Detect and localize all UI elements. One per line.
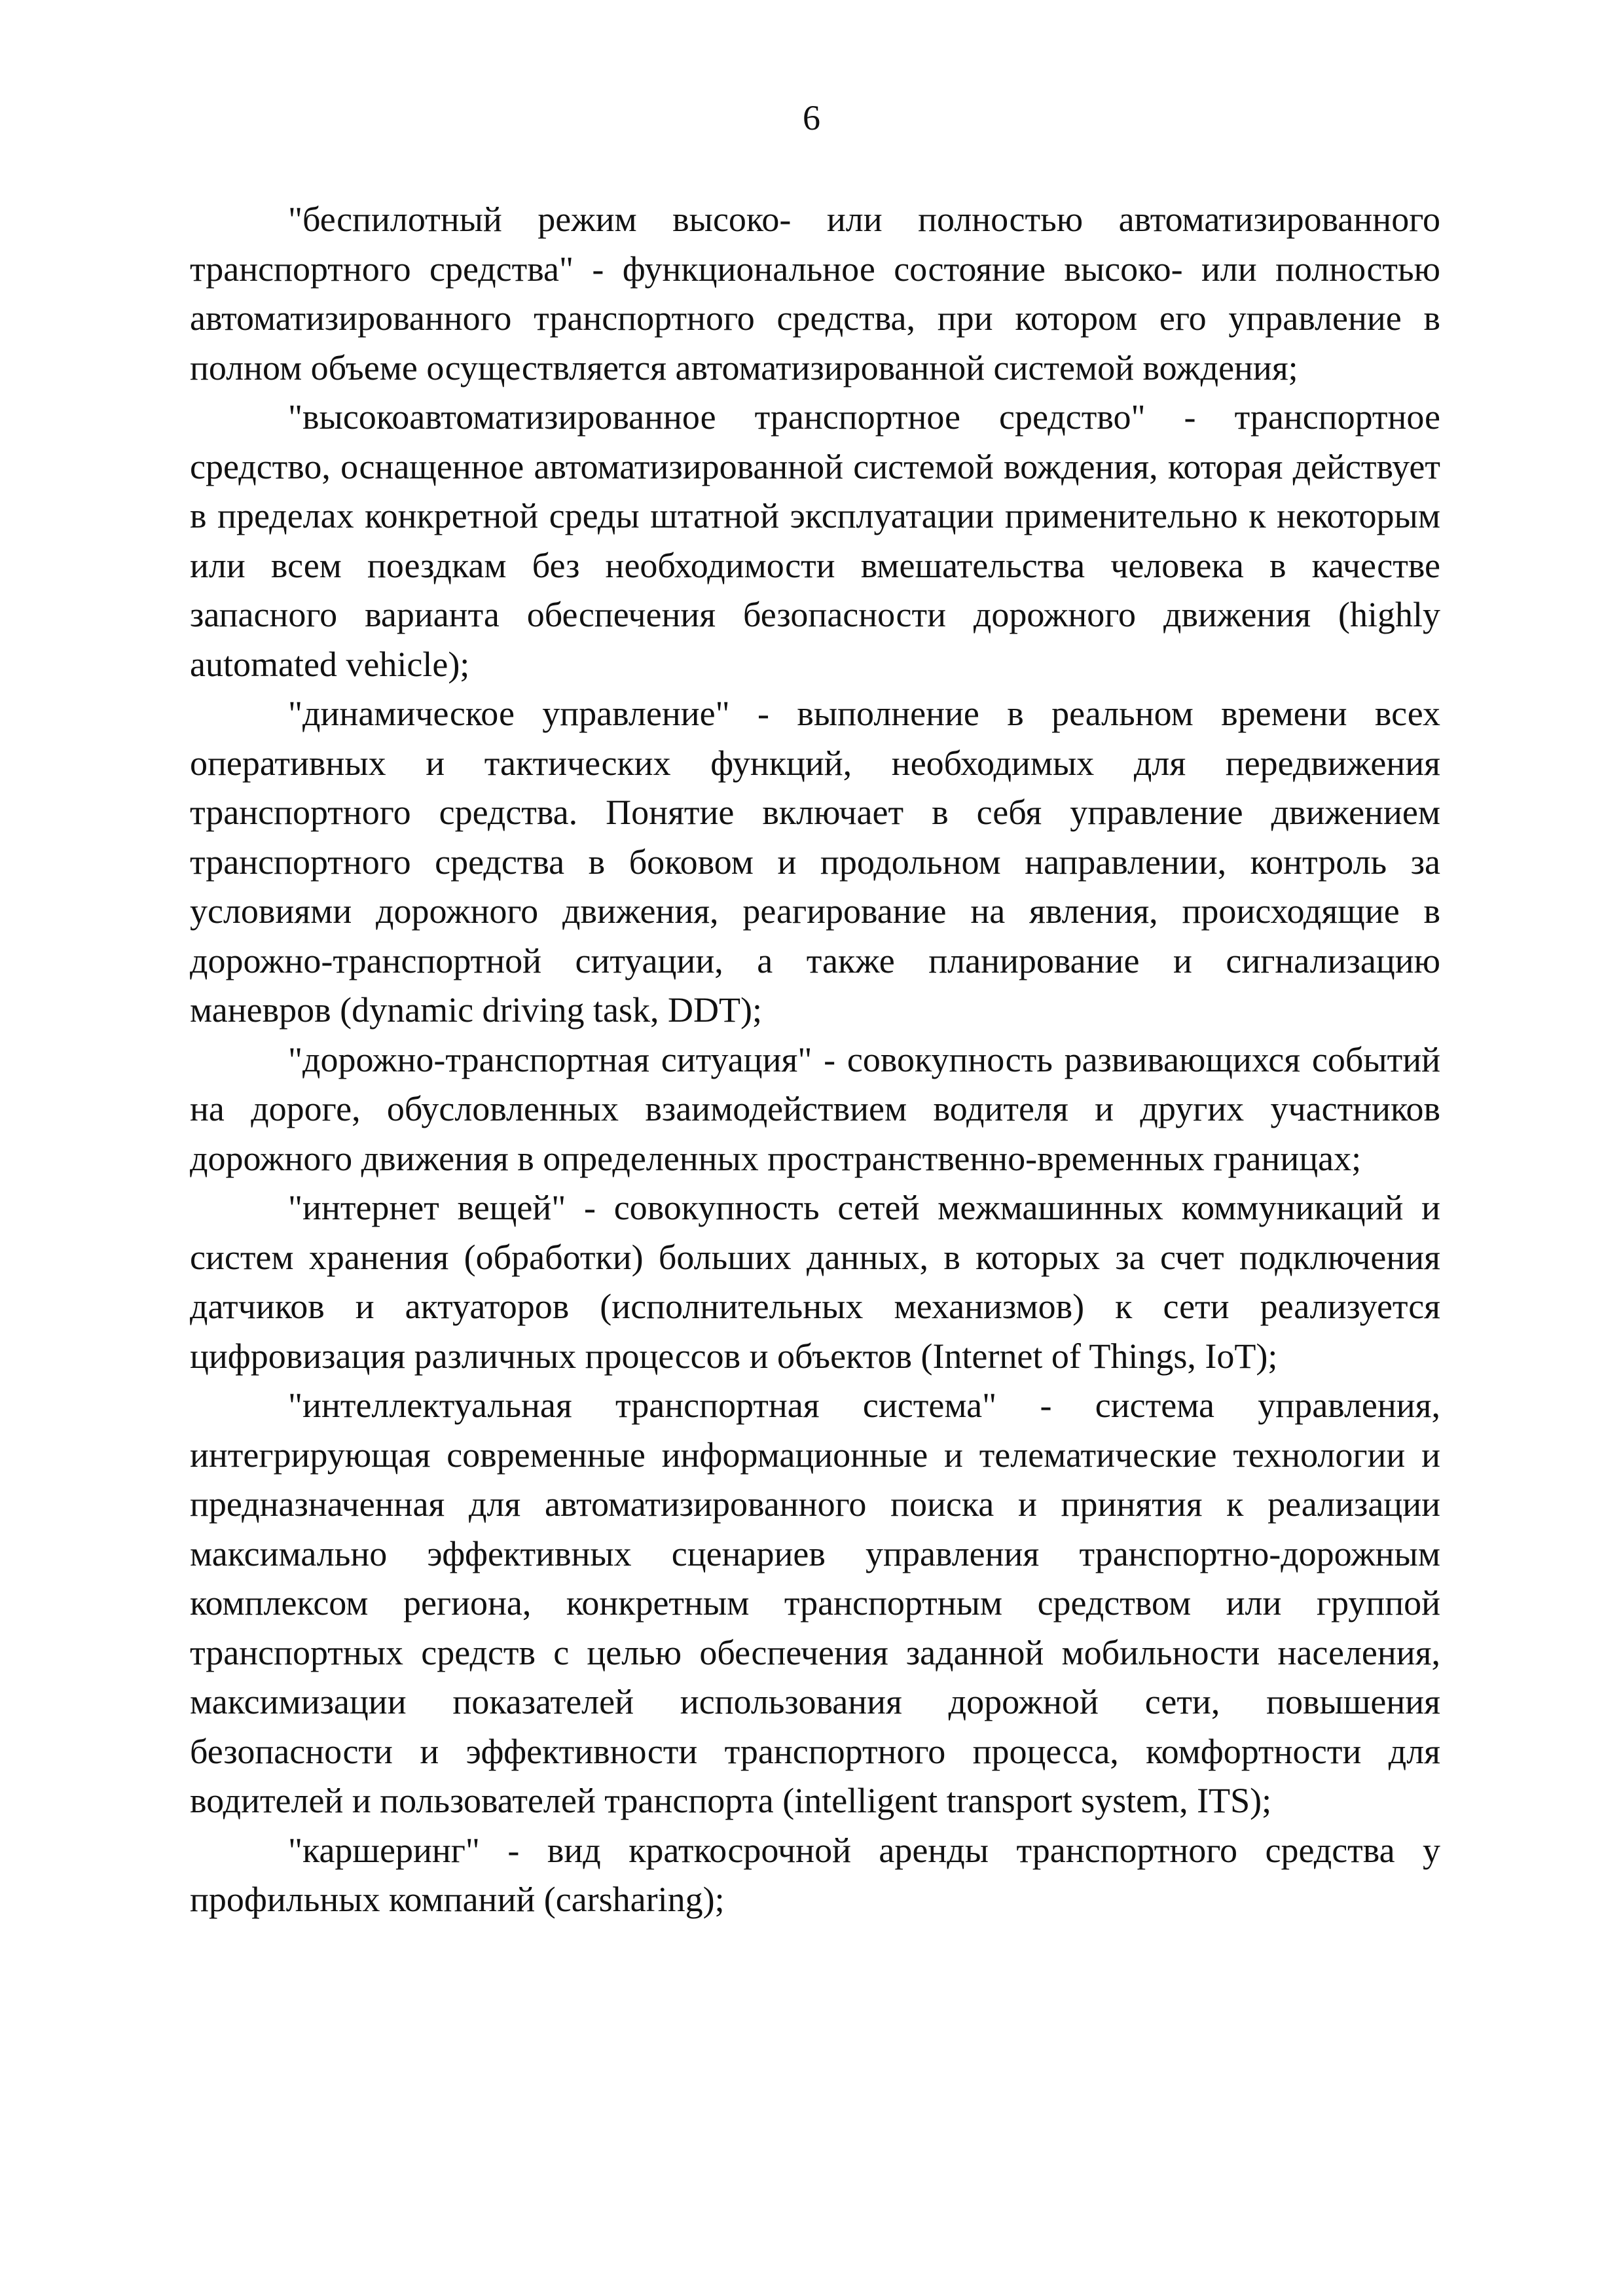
definition-paragraph bbox=[190, 1381, 1440, 1826]
definition-paragraph bbox=[190, 1035, 1440, 1184]
definition-term: "интеллектуальная транспортная система" bbox=[288, 1386, 997, 1425]
definition-term: "беспилотный режим высоко- или полностью автоматизированного транспортного средства" bbox=[190, 200, 1440, 289]
definition-paragraph bbox=[190, 689, 1440, 1035]
definition-paragraph bbox=[190, 195, 1440, 393]
definition-paragraph bbox=[190, 1183, 1440, 1381]
definition-text: - совокупность сетей межмашинных коммуникаций и систем хранения (обработки) больших данных, в которых за счет подключения датчиков и актуаторов (исполнительных механизмов) к сети реализуется цифровизация различных процессов и объектов (Internet of Things, IoT); bbox=[190, 1188, 1440, 1376]
page-number: 6 bbox=[803, 98, 820, 137]
definition-text: - вид краткосрочной аренды транспортного средства у профильных компаний (carsharing); bbox=[190, 1830, 1440, 1919]
definition-text: - система управления, интегрирующая современные информационные и телематические технологии и предназначенная для автоматизированного поиска и принятия к реализации максимально эффективных сценариев управления транспортно-дорожным комплексом региона, конкретным транспортным средством или группой транспортных средств с целью обеспечения заданной мобильности населения, максимизации показателей использования дорожной сети, повышения безопасности и эффективности транспортного процесса, комфортности для водителей и пользователей транспорта (intelligent transport system, ITS); bbox=[190, 1386, 1441, 1820]
definition-text: - совокупность развивающихся событий на дороге, обусловленных взаимодействием водителя и других участников дорожного движения в определенных пространственно-временных границах; bbox=[190, 1039, 1440, 1178]
definition-term: "дорожно-транспортная ситуация" bbox=[288, 1039, 812, 1079]
definitions-list bbox=[190, 195, 1440, 1925]
definition-text: - транспортное средство, оснащенное автоматизированной системой вождения, которая действует в пределах конкретной среды штатной эксплуатации применительно к некоторым или всем поездкам без необходимости вмешательства человека в качестве запасного варианта обеспечения безопасности дорожного движения (highly automated vehicle); bbox=[190, 397, 1441, 684]
definition-term: "динамическое управление" bbox=[288, 694, 730, 733]
definition-term: "высокоавтоматизированное транспортное средство" bbox=[288, 397, 1146, 437]
definition-text: - функциональное состояние высоко- или полностью автоматизированного транспортного средства, при котором его управление в полном объеме осуществляется автоматизированной системой вождения; bbox=[190, 249, 1440, 387]
definition-term: "каршеринг" bbox=[288, 1830, 480, 1870]
definition-paragraph bbox=[190, 1826, 1440, 1925]
definition-text: - выполнение в реальном времени всех оперативных и тактических функций, необходимых для передвижения транспортного средства. Понятие включает в себя управление движением транспортного средства в боковом и продольном направлении, контроль за условиями дорожного движения, реагирование на явления, происходящие в дорожно-транспортной ситуации, а также планирование и сигнализацию маневров (dynamic driving task, DDT); bbox=[190, 694, 1440, 1030]
definition-term: "интернет вещей" bbox=[288, 1188, 566, 1227]
definition-paragraph bbox=[190, 393, 1440, 689]
